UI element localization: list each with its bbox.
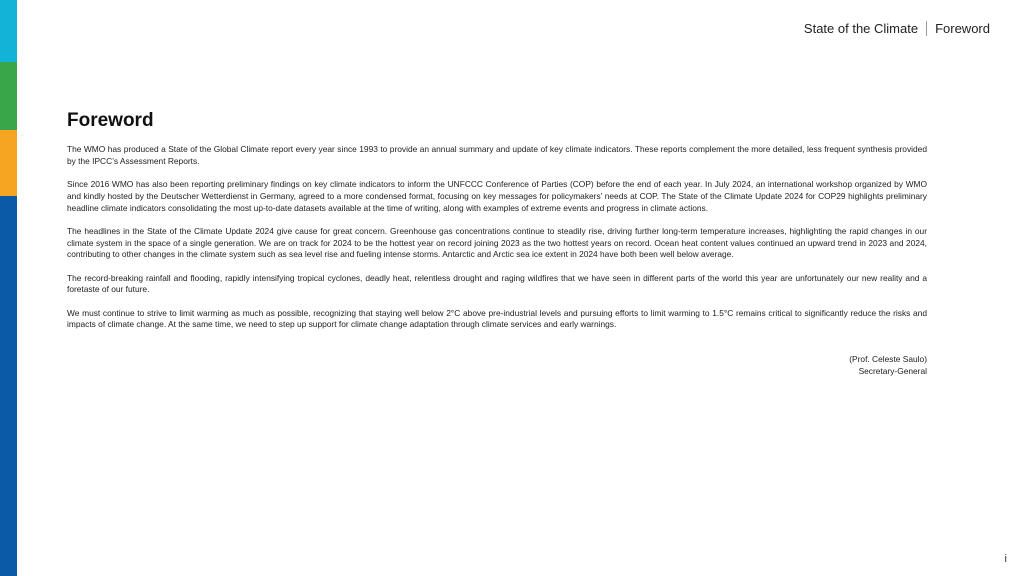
header-section-title: Foreword xyxy=(935,21,990,36)
header-report-title: State of the Climate xyxy=(803,21,919,36)
page-header xyxy=(804,21,990,36)
side-bar-green-segment xyxy=(0,62,17,130)
side-bar-blue-segment xyxy=(0,196,17,576)
signature-block xyxy=(67,354,927,377)
paragraph-1: The WMO has produced a State of the Global Climate report every year since 1993 to provide an annual summary and update of key climate indicators. These reports complement the more detailed, less frequent synthesis provided by the IPCC’s Assessment Reports. xyxy=(67,144,927,166)
side-bar-cyan-segment xyxy=(0,0,17,62)
paragraph-5: We must continue to strive to limit warming as much as possible, recognizing that staying well below 2°C above pre-industrial levels and pursuing efforts to limit warming to 1.5°C remains critical to significantly reduce the risks and impacts of climate change. At the same time, we need to step up support for climate change adaptation through climate services and early warnings. xyxy=(67,307,927,330)
signature-role: Secretary-General xyxy=(858,365,927,376)
signature-name: (Prof. Celeste Saulo) xyxy=(849,354,927,365)
paragraph-4: The record-breaking rainfall and flooding, rapidly intensifying tropical cyclones, deadly heat, relentless drought and raging wildfires that we have seen in different parts of the world this year are unfortunately our new reality and a foretaste of our future. xyxy=(67,272,927,295)
side-bar-orange-segment xyxy=(0,130,17,196)
side-color-bar xyxy=(0,0,17,576)
page-number: i xyxy=(1004,553,1007,565)
foreword-content xyxy=(67,110,927,378)
page-title: Foreword xyxy=(67,110,154,131)
header-divider xyxy=(926,21,927,36)
paragraph-2: Since 2016 WMO has also been reporting preliminary findings on key climate indicators to inform the UNFCCC Conference of Parties (COP) before the end of each year. In July 2024, an international workshop organized by WMO and kindly hosted by the Deutscher Wetterdienst in Germany, agreed to a more condensed format, focusing on key messages for policymakers’ needs at COP. The State of the Climate Update 2024 for COP29 highlights preliminary headline climate indicators consolidating the most up-to-date datasets available at the time of writing, along with examples of extreme events and progress in climate actions. xyxy=(67,179,927,213)
paragraph-3: The headlines in the State of the Climate Update 2024 give cause for great concern. Greenhouse gas concentrations continue to steadily rise, driving further long-term temperature increases, highlighting the rapid changes in our climate system in the space of a single generation. We are on track for 2024 to be the hottest year on record joining 2023 as the two hottest years on record. Ocean heat content values continued an upward trend in 2023 and 2024, contributing to other changes in the climate system such as sea level rise and fueling intense storms. Antarctic and Arctic sea ice extent in 2024 have both been well below average. xyxy=(67,225,927,260)
